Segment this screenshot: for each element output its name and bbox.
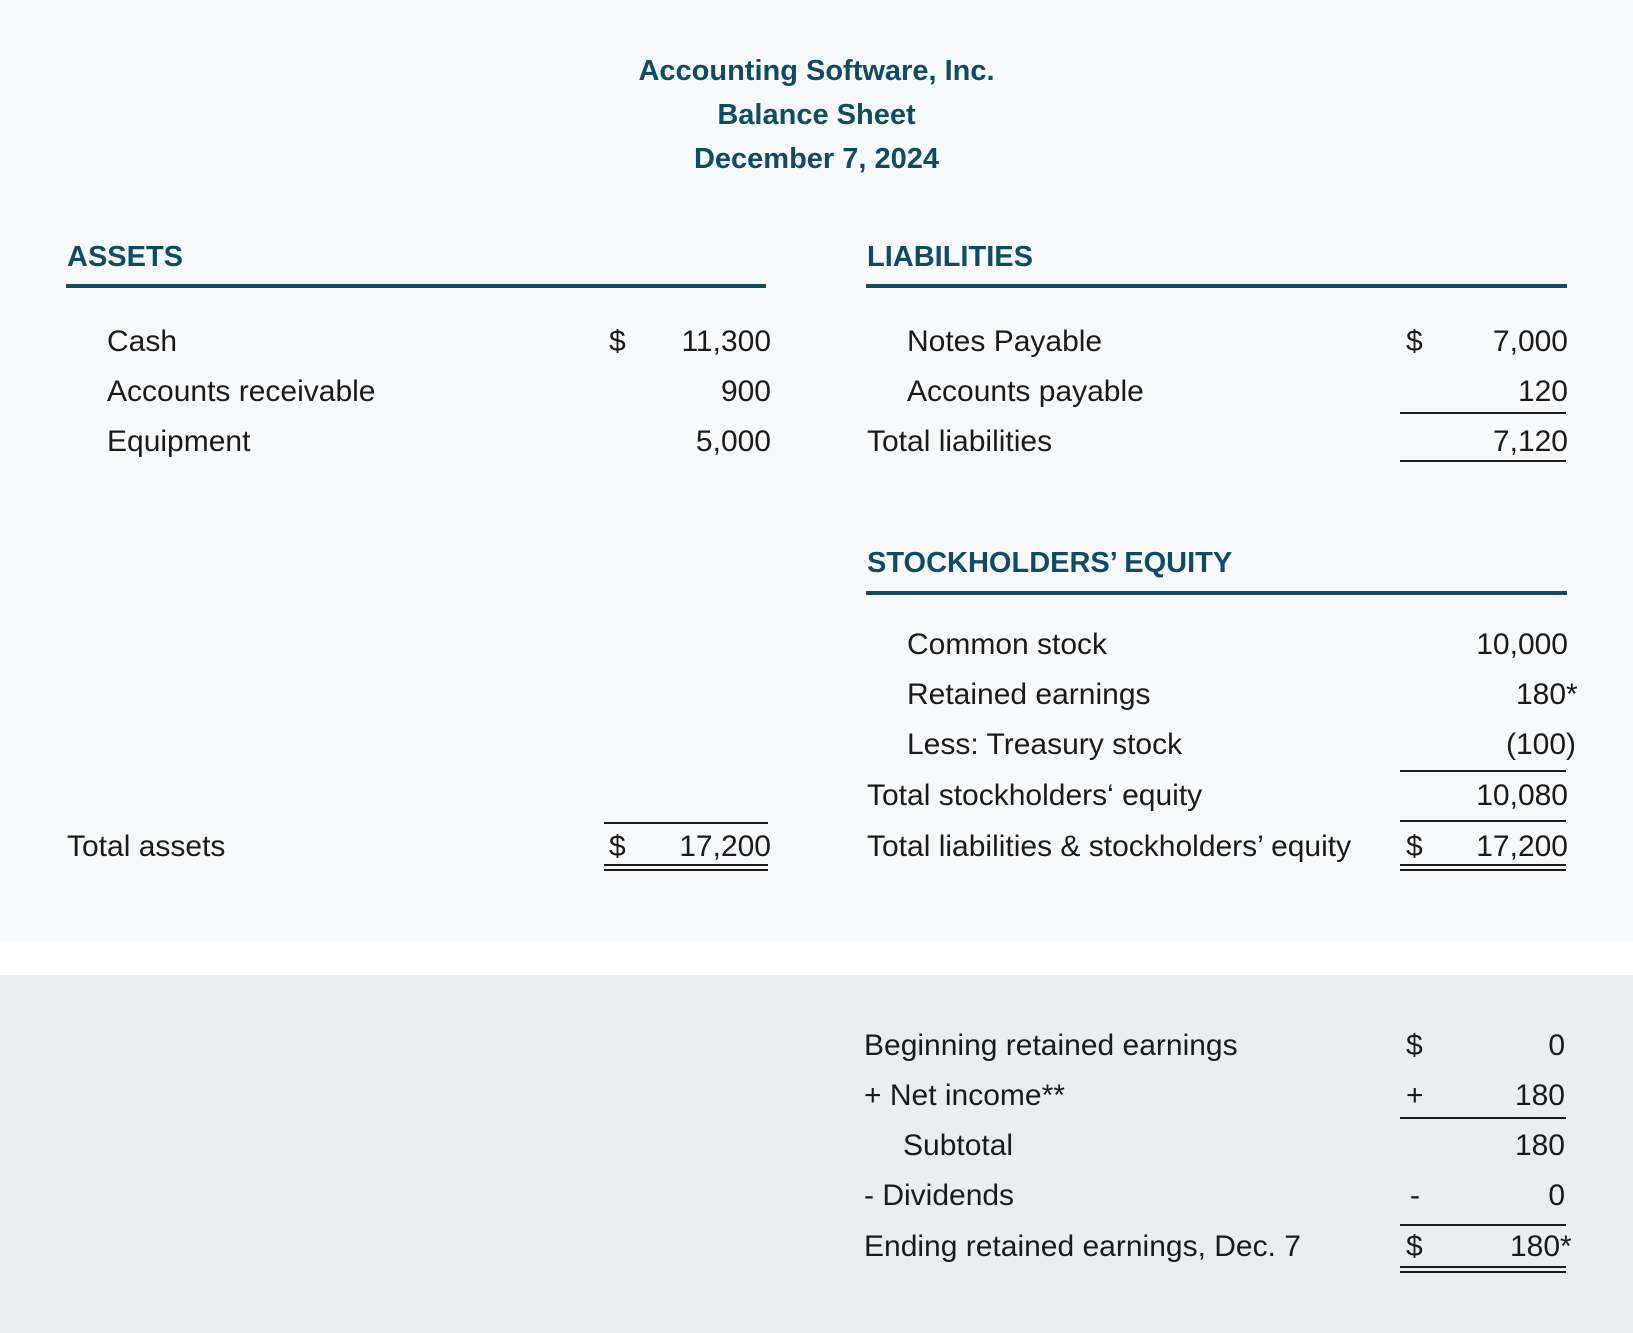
- liability-label-payable: Accounts payable: [907, 375, 1144, 408]
- grand-total-double-rule-2: [1400, 869, 1566, 871]
- re-label-beginning: Beginning retained earnings: [864, 1029, 1238, 1062]
- re-ending-double-rule-1: [1400, 1266, 1566, 1268]
- re-sign-beginning: $: [1406, 1029, 1423, 1062]
- assets-rule: [66, 284, 766, 288]
- re-label-ending: Ending retained earnings, Dec. 7: [864, 1230, 1301, 1263]
- re-value-ending: 180*: [1510, 1230, 1572, 1263]
- equity-value-treasury: (100): [1506, 728, 1577, 761]
- re-value-dividends: 0: [1548, 1179, 1565, 1212]
- statement-title: Balance Sheet: [717, 99, 916, 131]
- equity-rule: [866, 591, 1567, 595]
- grand-total-label: Total liabilities & stockholders’ equity: [867, 830, 1352, 863]
- re-label-subtotal: Subtotal: [903, 1129, 1014, 1162]
- re-subtotal-rule: [1400, 1117, 1566, 1119]
- re-value-net-income: 180: [1514, 1079, 1565, 1112]
- asset-label-receivable: Accounts receivable: [107, 375, 376, 408]
- grand-total-value: 17,200: [1476, 830, 1568, 863]
- total-equity-value: 10,080: [1476, 779, 1568, 812]
- asset-value-cash: 11,300: [681, 325, 771, 358]
- statement-date: December 7, 2024: [693, 143, 940, 175]
- total-assets-label: Total assets: [67, 830, 226, 863]
- assets-heading: ASSETS: [67, 241, 184, 273]
- total-equity-label: Total stockholders‘ equity: [867, 779, 1203, 812]
- liability-value-notes: 7,000: [1492, 325, 1568, 358]
- asset-label-equipment: Equipment: [107, 425, 251, 458]
- re-sign-ending: $: [1406, 1230, 1423, 1263]
- re-value-beginning: 0: [1548, 1029, 1565, 1062]
- total-assets-double-rule-1: [604, 864, 768, 866]
- equity-label-common-stock: Common stock: [907, 628, 1108, 661]
- re-label-dividends: - Dividends: [864, 1179, 1015, 1212]
- re-dividends-rule: [1400, 1224, 1566, 1226]
- grand-total-double-rule-1: [1400, 864, 1566, 866]
- equity-value-common-stock: 10,000: [1476, 628, 1568, 661]
- re-ending-double-rule-2: [1400, 1271, 1566, 1273]
- re-label-net-income: + Net income**: [864, 1079, 1065, 1112]
- total-assets-currency: $: [609, 830, 626, 863]
- total-liabilities-underline: [1400, 460, 1566, 462]
- liabilities-subtotal-rule: [1400, 412, 1566, 414]
- liabilities-heading: LIABILITIES: [867, 241, 1033, 273]
- total-equity-underline: [1400, 820, 1566, 822]
- liability-value-payable: 120: [1517, 375, 1568, 408]
- total-assets-double-rule-2: [604, 869, 768, 871]
- equity-label-retained: Retained earnings: [907, 678, 1151, 711]
- re-sign-net-income: +: [1406, 1079, 1424, 1112]
- total-assets-overline: [604, 822, 768, 824]
- re-value-subtotal: 180: [1514, 1129, 1565, 1162]
- equity-subtotal-rule: [1400, 770, 1566, 772]
- liabilities-rule: [866, 284, 1567, 288]
- asset-value-receivable: 900: [720, 375, 771, 408]
- grand-total-currency: $: [1406, 830, 1423, 863]
- asset-currency-cash: $: [609, 325, 626, 358]
- equity-value-retained: 180*: [1516, 678, 1578, 711]
- asset-label-cash: Cash: [107, 325, 178, 358]
- asset-value-equipment: 5,000: [695, 425, 771, 458]
- retained-earnings-panel: [0, 975, 1633, 1333]
- total-liabilities-label: Total liabilities: [867, 425, 1053, 458]
- re-sign-dividends: -: [1410, 1179, 1420, 1212]
- liability-currency-notes: $: [1406, 325, 1423, 358]
- liability-label-notes: Notes Payable: [907, 325, 1103, 358]
- equity-heading: STOCKHOLDERS’ EQUITY: [867, 547, 1233, 579]
- equity-label-treasury: Less: Treasury stock: [907, 728, 1183, 761]
- company-name: Accounting Software, Inc.: [638, 55, 995, 87]
- total-assets-value: 17,200: [679, 830, 771, 863]
- total-liabilities-value: 7,120: [1492, 425, 1568, 458]
